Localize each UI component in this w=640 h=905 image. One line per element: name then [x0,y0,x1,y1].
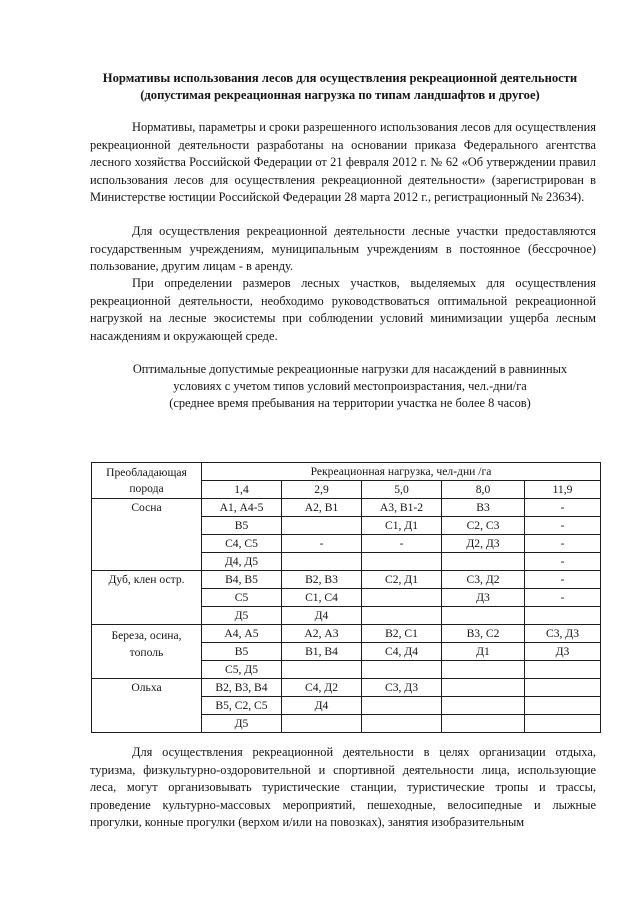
load-value-3: 5,0 [362,481,442,499]
table-cell: В3, С2 [442,625,525,643]
header-species: Преобладающая порода [92,463,202,499]
table-cell [442,679,525,697]
table-cell [362,661,442,679]
table-cell: - [282,535,362,553]
table-cell [525,715,601,733]
table-cell [362,553,442,571]
table-cell: Д3 [442,589,525,607]
table-cell: С3, Д3 [525,625,601,643]
table-cell: А1, А4-5 [202,499,282,517]
table-cell [282,715,362,733]
table-cell: А2, В1 [282,499,362,517]
table-cell: - [362,535,442,553]
table-cell: Д4, Д5 [202,553,282,571]
table-cell: В2, В3 [282,571,362,589]
table-cell: С4, С5 [202,535,282,553]
table-cell: В1, В4 [282,643,362,661]
paragraph-provision-text: Для осуществления рекреационной деятельности лесные участки предоставляются государственным учреждениям, муниципальным учреждениям в постоянное (бессрочное) пользование, другим лицам - в аренду. [90,224,596,274]
table-cell [442,661,525,679]
paragraph-activities [90,744,596,832]
table-cell [362,589,442,607]
table-cell [362,697,442,715]
table-cell: С4, Д4 [362,643,442,661]
table-cell: Д4 [282,697,362,715]
table-cell [525,607,601,625]
table-cell: В5, С2, С5 [202,697,282,715]
paragraph-area-size [90,275,596,345]
table-cell: Д4 [282,607,362,625]
table-cell: В5 [202,517,282,535]
table-cell [525,697,601,715]
table-cell [525,679,601,697]
table-cell: - [525,517,601,535]
table-cell: С5, Д5 [202,661,282,679]
table-row [92,625,601,643]
table-cell [442,607,525,625]
table-cell: С3, Д3 [362,679,442,697]
table-cell [525,661,601,679]
table-cell: - [525,553,601,571]
table-row [92,499,601,517]
table-row [92,679,601,697]
table-cell: С5 [202,589,282,607]
table-cell [442,715,525,733]
table-cell: В5 [202,643,282,661]
table-cell [282,661,362,679]
species-oak: Дуб, клен остр. [92,571,202,625]
table-cell [442,553,525,571]
table-cell [282,517,362,535]
table-cell: Д1 [442,643,525,661]
header-load: Рекреационная нагрузка, чел-дни /га [202,463,601,481]
title-line-1: Нормативы использования лесов для осуществления рекреационной деятельности [102,71,578,85]
table-cell: - [525,571,601,589]
table-header-row [92,463,601,481]
load-value-2: 2,9 [282,481,362,499]
table-cell: С2, Д1 [362,571,442,589]
table-cell: А2, А3 [282,625,362,643]
paragraph-provision [90,223,596,276]
table-cell: - [525,589,601,607]
table-cell [442,697,525,715]
table-cell: С1, С4 [282,589,362,607]
table-cell: А4, А5 [202,625,282,643]
table-row [92,571,601,589]
table-cell: С3, Д2 [442,571,525,589]
paragraph-legal-basis-text: Нормативы, параметры и сроки разрешенного использования лесов для осуществления рекреационной деятельности разработаны на основании приказа Федерального агентства лесного хозяйства Российской Федерации от 21 февраля 2012 г. № 62 «Об утверждении правил использования лесов для осуществления рекреационной деятельности» (зарегистрирован в Министерстве юстиции Российской Федерации 28 марта 2012 г., регистрационный № 23634). [90,120,596,205]
caption-line-3: (среднее время пребывания на территории участка не более 8 часов) [169,396,531,410]
document-title [60,70,620,104]
table-cell: В4, В5 [202,571,282,589]
table-cell: С2, С3 [442,517,525,535]
table-cell: С4, Д2 [282,679,362,697]
table-cell: С1, Д1 [362,517,442,535]
table-cell: Д5 [202,715,282,733]
table-cell [282,553,362,571]
paragraph-activities-text: Для осуществления рекреационной деятельности в целях организации отдыха, туризма, физкультурно-оздоровительной и спортивной деятельности лица, использующие леса, могут организовывать туристические станции, туристические тропы и трассы, проведение культурно-массовых мероприятий, пешеходные, велосипедные и лыжные прогулки, конные прогулки (верхом и/или на повозках), занятия изобразительным [90,745,596,830]
table-cell: В3 [442,499,525,517]
caption-line-1: Оптимальные допустимые рекреационные нагрузки для насаждений в равнинных [132,362,568,376]
recreation-load-table [91,462,601,733]
table-cell: В2, В3, В4 [202,679,282,697]
caption-line-2: условиях с учетом типов условий местопроизрастания, чел.-дни/га [173,379,527,393]
table-cell: Д5 [202,607,282,625]
table-cell: А3, В1-2 [362,499,442,517]
paragraph-area-size-text: При определении размеров лесных участков, выделяемых для осуществления рекреационной деятельности, необходимо руководствоваться оптимальной рекреационной нагрузкой на лесные экосистемы при соблюдении условий минимизации ущерба лесным насаждениям и окружающей среде. [90,276,596,343]
table-cell: В2, С1 [362,625,442,643]
load-value-1: 1,4 [202,481,282,499]
table-cell: - [525,535,601,553]
load-value-5: 11,9 [525,481,601,499]
table-cell [362,607,442,625]
table-cell [362,715,442,733]
species-birch: Береза, осина, тополь [92,625,202,679]
species-pine: Сосна [92,499,202,571]
species-alder: Ольха [92,679,202,733]
table-caption [80,361,620,412]
table-cell: Д2, Д3 [442,535,525,553]
load-value-4: 8,0 [442,481,525,499]
table-cell: Д3 [525,643,601,661]
paragraph-legal-basis [90,119,596,207]
table-cell: - [525,499,601,517]
title-line-2: (допустимая рекреационная нагрузка по типам ландшафтов и другое) [140,88,540,102]
